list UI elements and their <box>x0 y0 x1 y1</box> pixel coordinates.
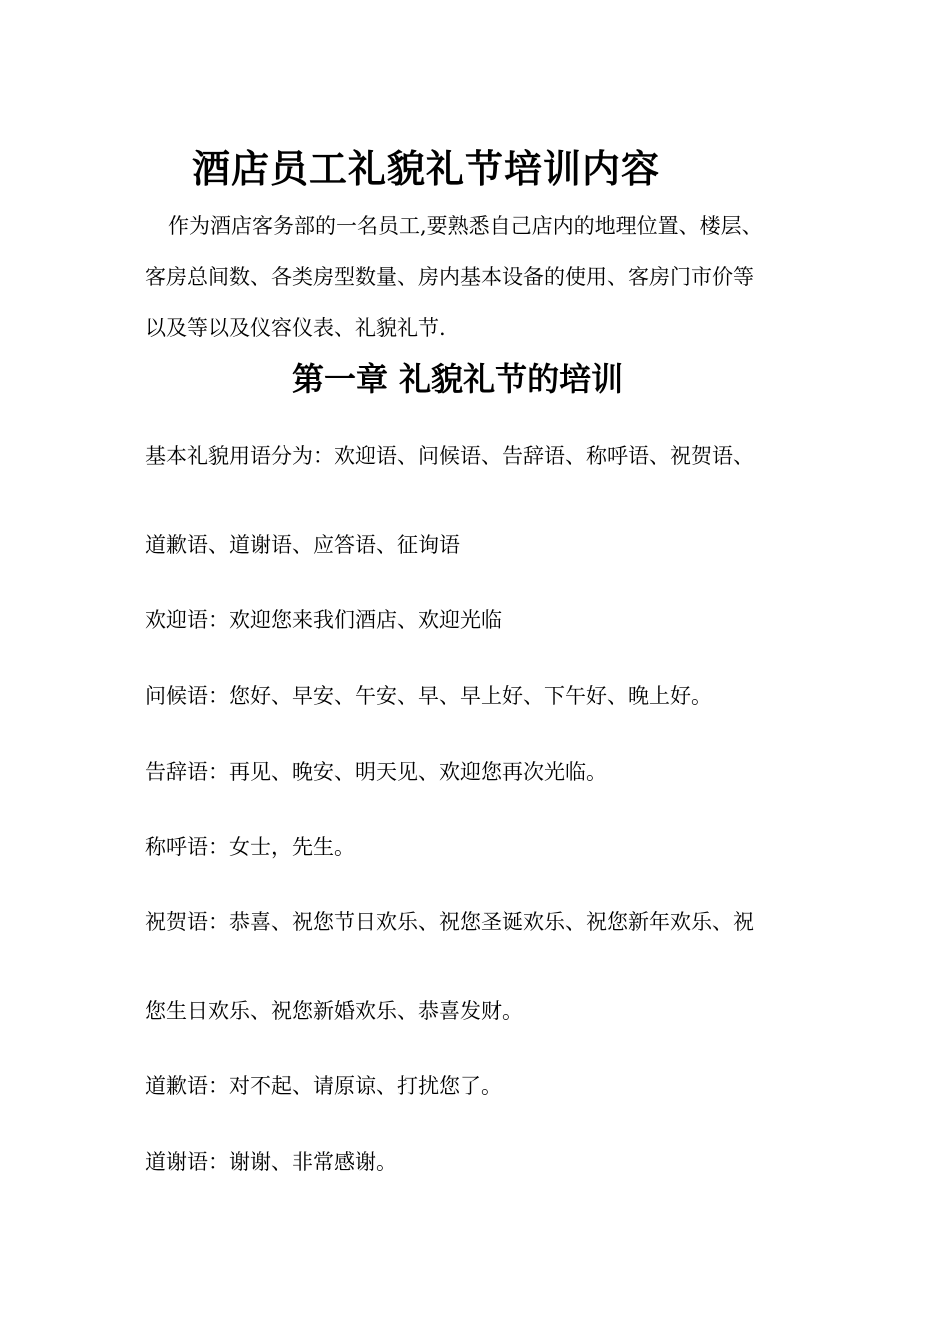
intro-line-3: 以及等以及仪容仪表、礼貌礼节. <box>145 316 446 340</box>
intro-line-2: 客房总间数、各类房型数量、房内基本设备的使用、客房门市价等 <box>145 265 754 289</box>
body-line-apology: 道歉语：对不起、请原谅、打扰您了。 <box>145 1074 502 1098</box>
body-line-welcome: 欢迎语：欢迎您来我们酒店、欢迎光临 <box>145 608 502 632</box>
body-line-congratulations-cont: 您生日欢乐、祝您新婚欢乐、恭喜发财。 <box>145 999 523 1023</box>
body-line-basic-terms-cont: 道歉语、道谢语、应答语、征询语 <box>145 533 460 557</box>
body-line-address: 称呼语：女士，先生。 <box>145 835 355 859</box>
chapter-title: 第一章 礼貌礼节的培训 <box>292 360 624 398</box>
body-line-congratulations: 祝贺语：恭喜、祝您节日欢乐、祝您圣诞欢乐、祝您新年欢乐、祝 <box>145 910 754 934</box>
document-title: 酒店员工礼貌礼节培训内容 <box>192 146 661 191</box>
body-line-farewell: 告辞语：再见、晚安、明天见、欢迎您再次光临。 <box>145 760 607 784</box>
body-line-greeting: 问候语：您好、早安、午安、早、早上好、下午好、晚上好。 <box>145 684 712 708</box>
intro-line-1: 作为酒店客务部的一名员工,要熟悉自己店内的地理位置、楼层、 <box>168 214 763 238</box>
body-line-basic-terms: 基本礼貌用语分为：欢迎语、问候语、告辞语、称呼语、祝贺语、 <box>145 444 754 468</box>
body-line-thanks: 道谢语：谢谢、非常感谢。 <box>145 1150 397 1174</box>
